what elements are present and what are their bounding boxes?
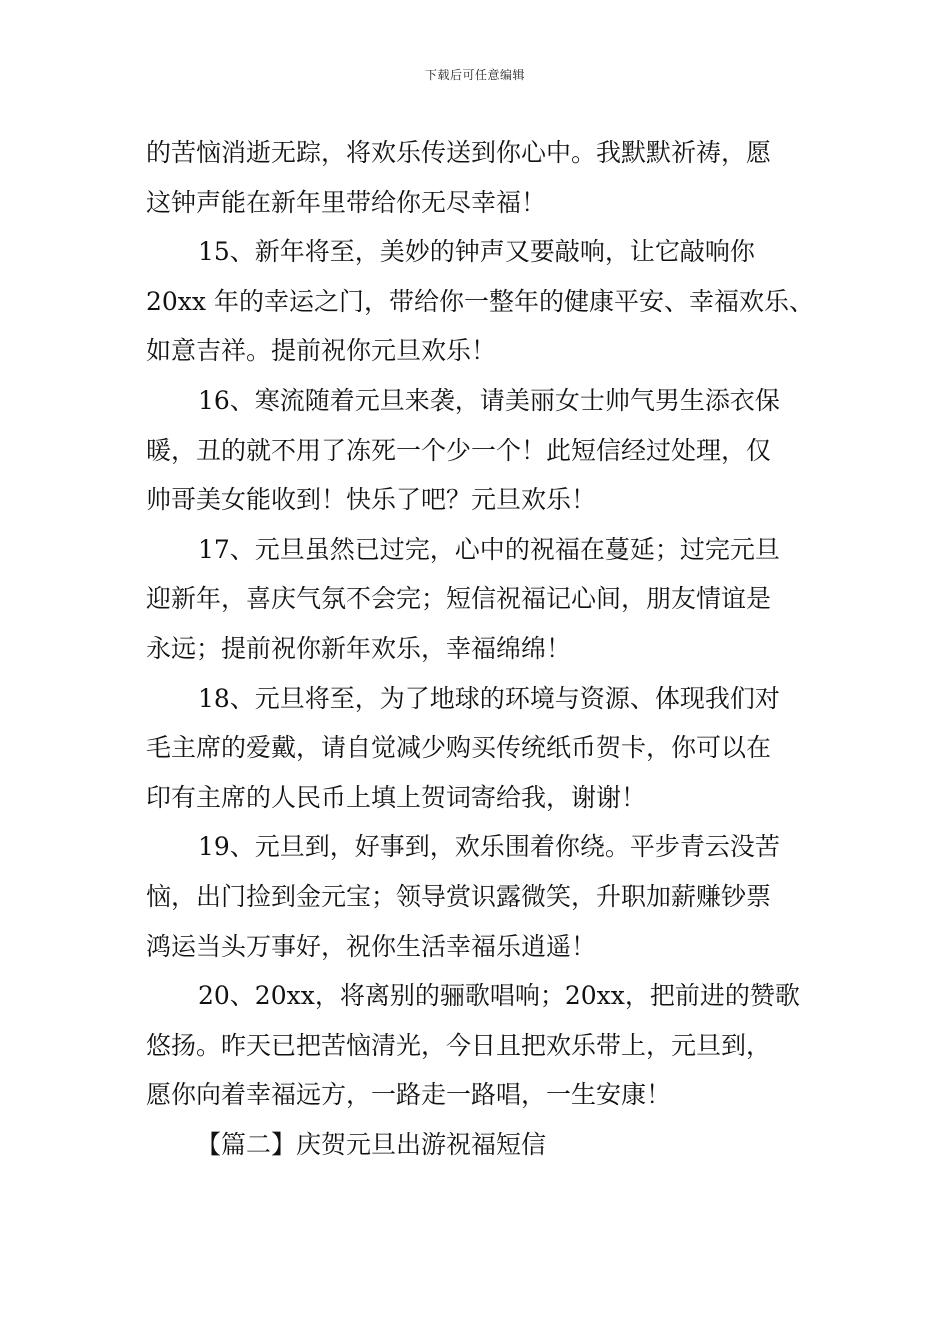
text-line: 20xx 年的幸运之门，带给你一整年的健康平安、幸福欢乐、 (146, 286, 814, 316)
text-line: 恼，出门捡到金元宝；领导赏识露微笑，升职加薪赚钞票 (146, 881, 772, 911)
text-line: 暖，丑的就不用了冻死一个少一个！此短信经过处理，仅 (146, 435, 772, 465)
text-line: 毛主席的爱戴，请自觉减少购买传统纸币贺卡，你可以在 (146, 733, 772, 763)
text-line: 帅哥美女能收到！快乐了吧？元旦欢乐！ (146, 485, 597, 515)
text-line: 悠扬。昨天已把苦恼清光，今日且把欢乐带上，元旦到， (146, 1030, 772, 1060)
text-line: 鸿运当头万事好，祝你生活幸福乐逍遥！ (146, 931, 597, 961)
paragraph-start-20: 20、20xx，将离别的骊歌唱响；20xx，把前进的赞歌 (198, 981, 800, 1011)
paragraph-start-17: 17、元旦虽然已过完，心中的祝福在蔓延；过完元旦 (198, 534, 780, 564)
document-body (146, 128, 822, 1169)
page-header: 下载后可任意编辑 (424, 68, 525, 82)
text-line: 如意吉祥。提前祝你元旦欢乐！ (146, 336, 497, 366)
text-line: 印有主席的人民币上填上贺词寄给我，谢谢！ (146, 782, 647, 812)
paragraph-start-18: 18、元旦将至，为了地球的环境与资源、体现我们对 (198, 683, 780, 713)
paragraph-start-16: 16、寒流随着元旦来袭，请美丽女士帅气男生添衣保 (198, 385, 780, 415)
paragraph-start-15: 15、新年将至，美妙的钟声又要敲响，让它敲响你 (198, 237, 755, 267)
paragraph-start-19: 19、元旦到，好事到，欢乐围着你绕。平步青云没苦 (198, 832, 780, 862)
text-line: 的苦恼消逝无踪，将欢乐传送到你心中。我默默祈祷，愿 (146, 138, 772, 167)
text-line: 这钟声能在新年里带给你无尽幸福！ (146, 187, 547, 217)
text-line: 迎新年，喜庆气氛不会完；短信祝福记心间，朋友情谊是 (146, 584, 772, 614)
text-line: 愿你向着幸福远方，一路走一路唱，一生安康！ (146, 1080, 672, 1110)
section-heading: 【篇二】庆贺元旦出游祝福短信 (196, 1129, 547, 1159)
text-line: 永远；提前祝你新年欢乐，幸福绵绵！ (146, 633, 572, 663)
